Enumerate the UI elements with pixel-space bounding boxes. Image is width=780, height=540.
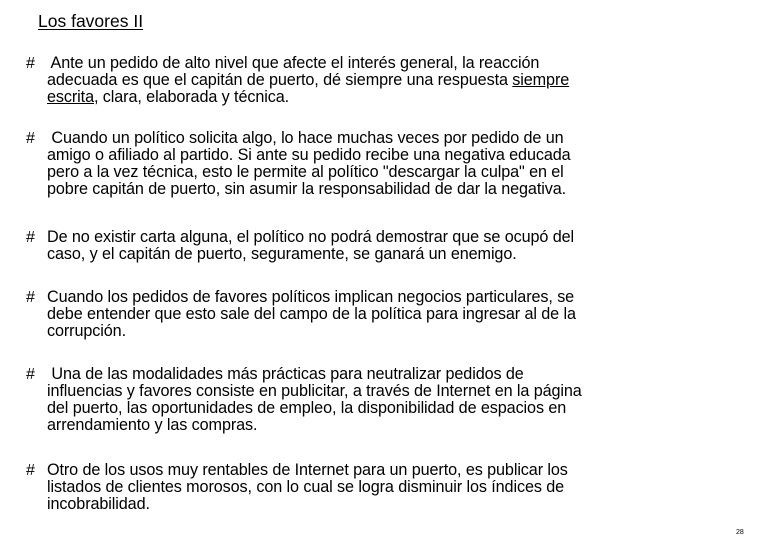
paragraph-line: influencias y favores consiste en publicitar, a través de Internet en la página <box>47 382 582 400</box>
bullet-paragraph-6 <box>26 462 756 513</box>
hash-bullet-icon: # <box>26 229 35 246</box>
paragraph-line: caso, y el capitán de puerto, seguramente, se ganará un enemigo. <box>47 245 517 263</box>
hash-bullet-icon: # <box>26 130 35 147</box>
hash-bullet-icon: # <box>26 462 35 479</box>
bullet-paragraph-4 <box>26 289 756 340</box>
page-number: 28 <box>736 529 744 536</box>
paragraph-line: debe entender que esto sale del campo de la política para ingresar al de la <box>47 305 576 323</box>
hash-bullet-icon: # <box>26 289 35 306</box>
slide-title: Los favores II <box>38 11 144 31</box>
paragraph-line: Otro de los usos muy rentables de Internet para un puerto, es publicar los <box>47 461 568 479</box>
hash-bullet-icon: # <box>26 366 35 383</box>
paragraph-line: del puerto, las oportunidades de empleo, la disponibilidad de espacios en <box>47 399 567 417</box>
paragraph-line: incobrabilidad. <box>47 495 150 513</box>
paragraph-line: , clara, elaborada y técnica. <box>93 88 290 106</box>
underlined-word: siempre <box>512 71 570 89</box>
bullet-paragraph-2 <box>26 130 756 198</box>
bullet-paragraph-5 <box>26 366 756 434</box>
paragraph-line: arrendamiento y las compras. <box>47 416 258 434</box>
bullet-paragraph-1 <box>26 55 756 106</box>
paragraph-line: Cuando un político solicita algo, lo hace muchas veces por pedido de un <box>47 129 564 147</box>
paragraph-line: listados de clientes morosos, con lo cual se logra disminuir los índices de <box>47 478 565 496</box>
bullet-paragraph-3 <box>26 229 756 263</box>
paragraph-line: corrupción. <box>47 322 126 340</box>
paragraph-line: Cuando los pedidos de favores políticos implican negocios particulares, se <box>47 288 575 306</box>
paragraph-line: pero a la vez técnica, esto le permite al político "descargar la culpa" en el <box>47 163 564 181</box>
underlined-word: escrita <box>47 88 94 106</box>
paragraph-line: De no existir carta alguna, el político no podrá demostrar que se ocupó del <box>47 228 575 246</box>
paragraph-line: adecuada es que el capitán de puerto, dé siempre una respuesta <box>47 71 513 89</box>
paragraph-line: Una de las modalidades más prácticas para neutralizar pedidos de <box>47 365 524 383</box>
paragraph-line: Ante un pedido de alto nivel que afecte el interés general, la reacción <box>47 54 540 72</box>
hash-bullet-icon: # <box>26 55 35 72</box>
paragraph-line: pobre capitán de puerto, sin asumir la responsabilidad de dar la negativa. <box>47 180 567 198</box>
paragraph-line: amigo o afiliado al partido. Si ante su pedido recibe una negativa educada <box>47 146 571 164</box>
